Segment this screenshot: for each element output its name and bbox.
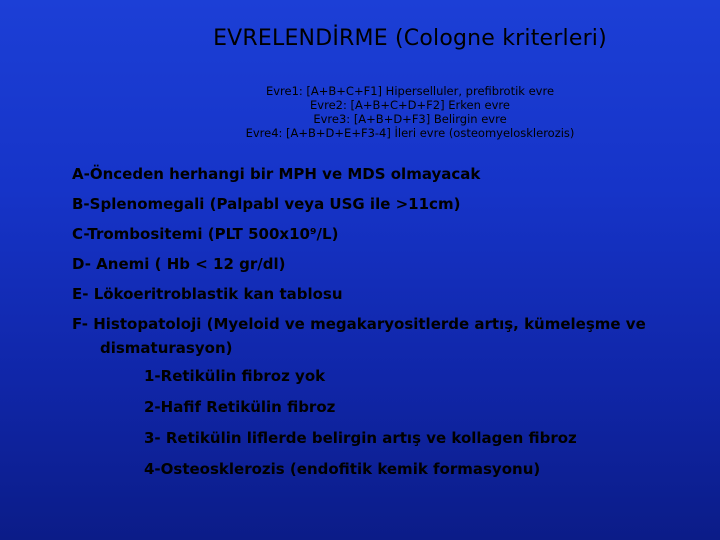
criterion-f-line1: F- Histopatoloji (Myeloid ve megakaryositlerde artış, kümeleşme ve xyxy=(72,315,646,333)
criterion-e: E- Lökoeritroblastik kan tablosu xyxy=(72,285,343,303)
criterion-f-line2: dismaturasyon) xyxy=(100,339,233,357)
fibrosis-grade-item: 2-Hafif Retikülin fibroz xyxy=(144,398,336,416)
fibrosis-grade-item: 3- Retikülin liflerde belirgin artış ve kollagen fibroz xyxy=(144,429,577,447)
stage-line: Evre3: [A+B+D+F3] Belirgin evre xyxy=(313,112,507,126)
stage-line: Evre4: [A+B+D+E+F3-4] İleri evre (osteomyelosklerozis) xyxy=(245,126,575,140)
stage-line: Evre1: [A+B+C+F1] Hiperselluler, prefibrotik evre xyxy=(265,84,555,98)
fibrosis-grade-item: 1-Retikülin fibroz yok xyxy=(144,367,326,385)
criterion-c: C-Trombositemi (PLT 500x10⁹/L) xyxy=(72,225,339,243)
fibrosis-grade-item: 4-Osteosklerozis (endofitik kemik formasyonu) xyxy=(144,460,541,478)
criterion-a: A-Önceden herhangi bir MPH ve MDS olmayacak xyxy=(72,165,481,183)
slide-title: EVRELENDİRME (Cologne kriterleri) xyxy=(213,26,607,51)
fibrosis-grade-list xyxy=(72,364,702,488)
criterion-b: B-Splenomegali (Palpabl veya USG ile >11cm) xyxy=(72,195,461,213)
criterion-d: D- Anemi ( Hb < 12 gr/dl) xyxy=(72,255,286,273)
stage-line: Evre2: [A+B+C+D+F2] Erken evre xyxy=(310,98,510,112)
criteria-list xyxy=(72,162,702,488)
stage-list xyxy=(150,84,670,140)
criterion-f xyxy=(72,312,702,360)
